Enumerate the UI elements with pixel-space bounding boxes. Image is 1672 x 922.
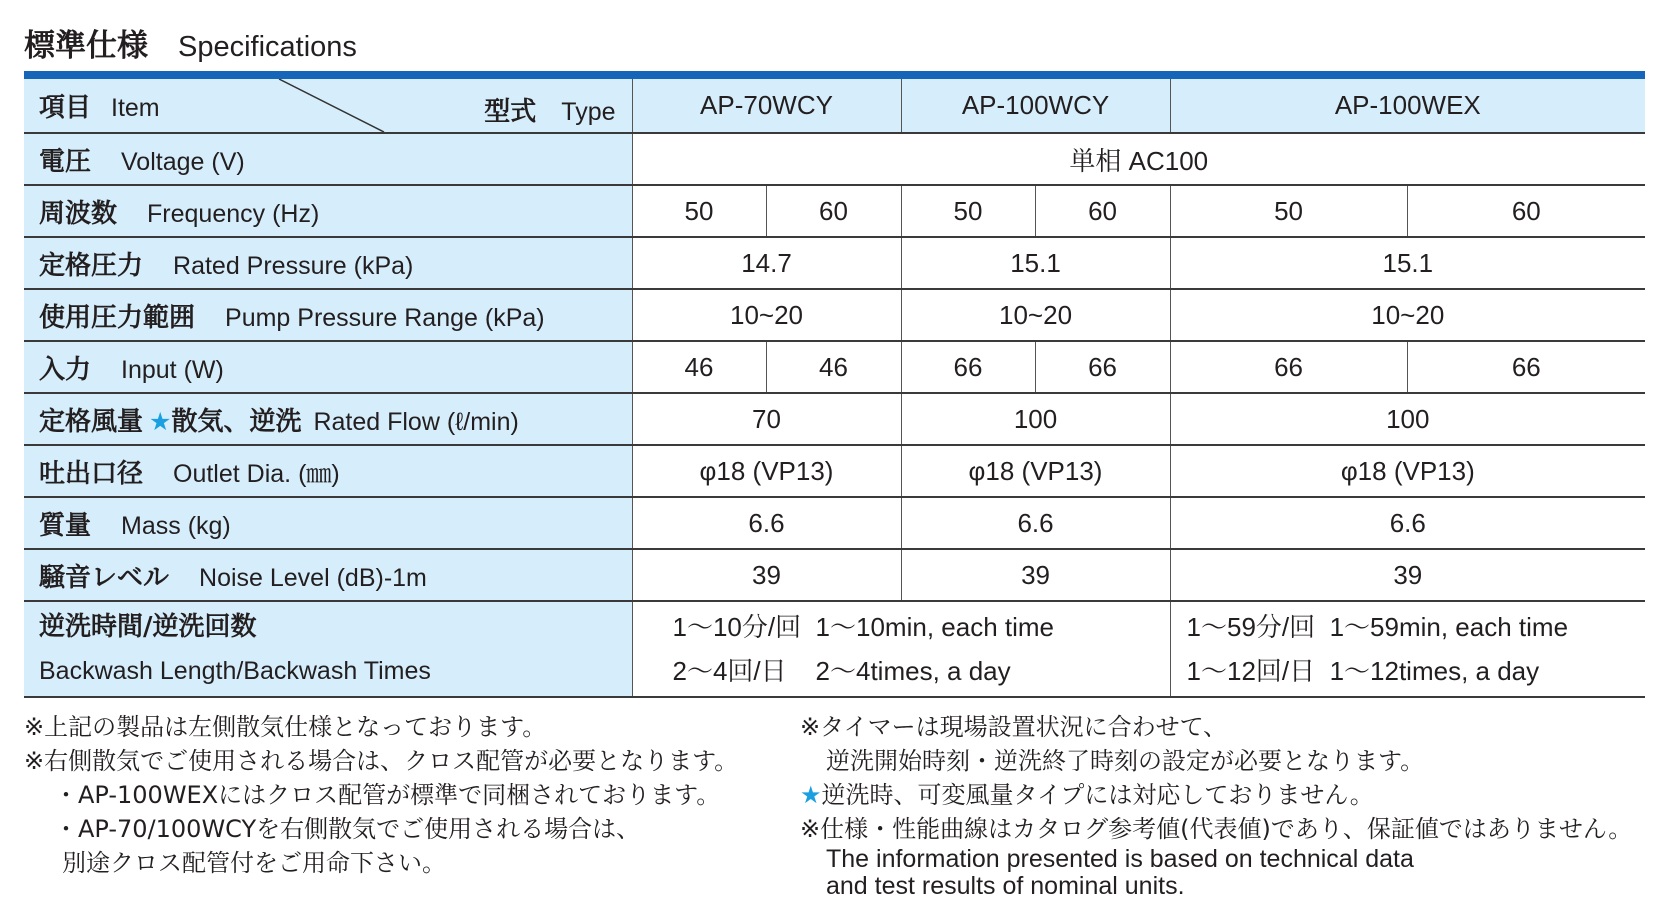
row-label — [24, 549, 632, 601]
cell: 6.6 — [1170, 497, 1645, 549]
label-jp: 使用圧力範囲 — [39, 302, 196, 333]
label-en: Backwash Length/Backwash Times — [39, 657, 431, 685]
cell-line: 1〜59分/回 1〜59min, each time — [1186, 612, 1569, 642]
cell: 39 — [1170, 549, 1645, 601]
star-icon: ★ — [800, 781, 822, 809]
item-en: Item — [111, 94, 160, 122]
label-jp2: 散気、逆洗 — [171, 406, 302, 437]
row-label — [24, 133, 632, 185]
label-en: Frequency (Hz) — [147, 199, 320, 228]
label-jp: 質量 — [39, 510, 92, 541]
cell: 6.6 — [632, 497, 901, 549]
cell: φ18 (VP13) — [632, 445, 901, 497]
model-header: AP-70WCY — [632, 79, 901, 133]
star-icon: ★ — [149, 407, 172, 436]
label-en: Outlet Dia. (㎜) — [173, 459, 340, 488]
cell: 単相 AC100 — [632, 133, 1645, 185]
row-label — [24, 185, 632, 237]
cell: 14.7 — [632, 237, 901, 289]
label-jp: 入力 — [39, 354, 92, 385]
cell: 46 — [766, 341, 901, 393]
label-en: Mass (kg) — [121, 511, 231, 540]
note: 逆洗開始時刻・逆洗終了時刻の設定が必要となります。 — [826, 747, 1425, 775]
item-jp: 項目 — [39, 93, 92, 123]
table-row — [24, 445, 1645, 497]
cell: 15.1 — [901, 237, 1170, 289]
note: ※上記の製品は左側散気仕様となっております。 — [24, 713, 547, 741]
label-jp: 定格圧力 — [39, 250, 144, 281]
note: ・AP-70/100WCYを右側散気でご使用される場合は、 — [54, 815, 641, 843]
cell: 60 — [766, 185, 901, 237]
label-en: Voltage (V) — [121, 147, 245, 176]
cell: 100 — [901, 393, 1170, 445]
table-row — [24, 497, 1645, 549]
model-header: AP-100WCY — [901, 79, 1170, 133]
label-en: Rated Pressure (kPa) — [173, 251, 414, 280]
label-en: Noise Level (dB)-1m — [199, 563, 427, 592]
note: ※右側散気でご使用される場合は、クロス配管が必要となります。 — [24, 747, 739, 775]
table-row — [24, 237, 1645, 289]
notes-right — [800, 710, 1632, 900]
note: ※仕様・性能曲線はカタログ参考値(代表値)であり、保証値ではありません。 — [800, 815, 1633, 843]
cell-line: 2〜4回/日 2〜4times, a day — [672, 656, 1011, 686]
spec-table — [24, 79, 1645, 698]
label-jp: 逆洗時間/逆洗回数 — [39, 612, 257, 642]
table-row — [24, 289, 1645, 341]
header-item-type — [24, 79, 632, 133]
cell: φ18 (VP13) — [901, 445, 1170, 497]
label-jp: 騒音レベル — [39, 562, 170, 593]
row-label — [24, 237, 632, 289]
table-row — [24, 133, 1645, 185]
cell: 10~20 — [901, 289, 1170, 341]
page-title — [24, 20, 357, 65]
table-row — [24, 185, 1645, 237]
cell: 50 — [1170, 185, 1407, 237]
cell: φ18 (VP13) — [1170, 445, 1645, 497]
label-en: Input (W) — [121, 355, 224, 384]
cell — [632, 601, 1170, 697]
accent-bar — [24, 71, 1645, 79]
cell: 39 — [901, 549, 1170, 601]
title-jp: 標準仕様 — [24, 28, 148, 64]
label-jp: 吐出口径 — [39, 458, 144, 489]
row-label — [24, 601, 632, 697]
row-label — [24, 497, 632, 549]
cell-line: 1〜10分/回 1〜10min, each time — [672, 612, 1054, 642]
row-label — [24, 289, 632, 341]
table-row — [24, 341, 1645, 393]
note: ・AP-100WEXにはクロス配管が標準で同梱されております。 — [54, 781, 721, 809]
cell: 50 — [632, 185, 766, 237]
cell — [1170, 601, 1645, 697]
title-en: Specifications — [178, 31, 357, 63]
cell: 15.1 — [1170, 237, 1645, 289]
cell: 66 — [1035, 341, 1170, 393]
table-header-row — [24, 79, 1645, 133]
note-en: The information presented is based on technical data — [826, 845, 1414, 873]
cell: 39 — [632, 549, 901, 601]
label-en: Rated Flow (ℓ/min) — [313, 407, 519, 436]
cell: 60 — [1407, 185, 1645, 237]
type-jp: 型式 — [484, 97, 537, 127]
model-header: AP-100WEX — [1170, 79, 1645, 133]
cell: 66 — [1170, 341, 1407, 393]
cell: 46 — [632, 341, 766, 393]
cell: 100 — [1170, 393, 1645, 445]
row-label — [24, 341, 632, 393]
type-en: Type — [561, 98, 616, 126]
cell: 66 — [1407, 341, 1645, 393]
row-label — [24, 445, 632, 497]
note: 別途クロス配管付をご用命下さい。 — [62, 849, 446, 877]
note: ※タイマーは現場設置状況に合わせて、 — [800, 713, 1228, 741]
label-jp: 周波数 — [39, 198, 118, 229]
row-label — [24, 393, 632, 445]
table-row — [24, 601, 1645, 697]
cell: 6.6 — [901, 497, 1170, 549]
notes-left — [24, 710, 738, 880]
table-row — [24, 549, 1645, 601]
cell: 70 — [632, 393, 901, 445]
cell: 10~20 — [1170, 289, 1645, 341]
cell: 50 — [901, 185, 1035, 237]
label-jp: 定格風量 — [39, 406, 144, 437]
label-jp: 電圧 — [39, 146, 92, 177]
cell-line: 1〜12回/日 1〜12times, a day — [1186, 656, 1540, 686]
note: 逆洗時、可変風量タイプには対応しておりません。 — [821, 781, 1374, 809]
cell: 10~20 — [632, 289, 901, 341]
table-row — [24, 393, 1645, 445]
label-en: Pump Pressure Range (kPa) — [225, 303, 545, 332]
cell: 60 — [1035, 185, 1170, 237]
cell: 66 — [901, 341, 1035, 393]
note-en: and test results of nominal units. — [826, 872, 1185, 900]
